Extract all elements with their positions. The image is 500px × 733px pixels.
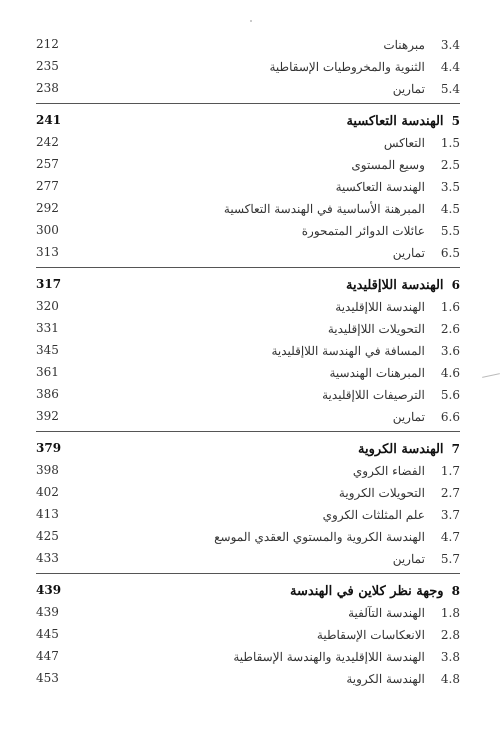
section-number: 3.6 [440, 344, 460, 358]
page-number: 361 [36, 365, 59, 379]
toc-entry [353, 460, 460, 481]
toc-entry [393, 406, 460, 427]
toc-row [36, 646, 460, 666]
section-number: 3.8 [440, 650, 460, 664]
section-title: المبرهنات الهندسية [329, 366, 425, 380]
chapter-number: 5 [451, 114, 460, 128]
chapter-divider [36, 431, 460, 432]
toc-entry [328, 318, 460, 339]
toc-entry [329, 362, 460, 383]
toc-row [36, 132, 460, 152]
section-number: 6.5 [440, 246, 460, 260]
toc-row [36, 242, 460, 262]
scan-mark [482, 373, 500, 378]
toc-entry [322, 384, 460, 405]
toc-entry [336, 176, 460, 197]
toc-row [36, 460, 460, 480]
section-number: 3.4 [440, 38, 460, 52]
page-number: 257 [36, 157, 59, 171]
page-number: 386 [36, 387, 59, 401]
page-number: 242 [36, 135, 59, 149]
page-number: 313 [36, 245, 59, 259]
toc-entry [384, 132, 460, 153]
chapter-entry [290, 580, 460, 602]
chapter-entry [358, 438, 460, 460]
toc-entry [302, 220, 460, 241]
toc-entry [393, 242, 460, 263]
section-title: تمارين [392, 82, 425, 96]
toc-entry [348, 602, 460, 623]
section-number: 5.7 [440, 552, 460, 566]
toc-row [36, 274, 460, 294]
chapter-divider [36, 267, 460, 268]
toc-row [36, 602, 460, 622]
toc-entry [335, 296, 460, 317]
toc-entry [393, 548, 460, 569]
section-title: التعاكس [383, 136, 425, 150]
page-number: 379 [36, 441, 62, 455]
toc-row [36, 78, 460, 98]
page-number: 345 [36, 343, 59, 357]
chapter-divider [36, 573, 460, 574]
page-number: 433 [36, 551, 59, 565]
chapter-entry [346, 274, 460, 296]
section-number: 1.8 [440, 606, 460, 620]
section-number: 1.7 [440, 464, 460, 478]
toc-row [36, 482, 460, 502]
toc-entry [323, 504, 460, 525]
chapter-title: الهندسة اللاإقليدية [346, 278, 444, 293]
toc-row [36, 526, 460, 546]
page-number: 392 [36, 409, 59, 423]
page-number: 235 [36, 59, 59, 73]
section-number: 4.5 [440, 202, 460, 216]
toc-row [36, 318, 460, 338]
section-title: التحويلات اللاإقليدية [327, 322, 425, 336]
section-title: المسافة في الهندسة اللاإقليدية [271, 344, 425, 358]
scan-mark [250, 20, 252, 22]
page-number: 425 [36, 529, 59, 543]
chapter-number: 6 [451, 278, 460, 292]
section-number: 3.5 [440, 180, 460, 194]
section-title: تمارين [392, 246, 425, 260]
section-number: 5.5 [440, 224, 460, 238]
section-number: 4.6 [440, 366, 460, 380]
toc-row [36, 668, 460, 688]
section-title: وسيع المستوى [351, 158, 425, 172]
section-title: التحويلات الكروية [338, 486, 425, 500]
section-title: تمارين [392, 410, 425, 424]
section-title: الهندسة الكروية والمستوي العقدي الموسع [214, 530, 425, 544]
toc-row [36, 220, 460, 240]
toc-row [36, 548, 460, 568]
section-title: الهندسة التآلفية [348, 606, 425, 620]
page-number: 317 [36, 277, 62, 291]
toc-row [36, 110, 460, 130]
toc-row [36, 438, 460, 458]
section-number: 5.6 [440, 388, 460, 402]
section-title: المبرهنة الأساسية في الهندسة التعاكسية [223, 202, 425, 216]
toc-row [36, 198, 460, 218]
chapter-number: 8 [451, 584, 460, 598]
section-title: الترصيفات اللاإقليدية [322, 388, 425, 402]
section-title: الهندسة الكروية [346, 672, 425, 686]
section-title: الانعكاسات الإسقاطية [316, 628, 425, 642]
page-number: 238 [36, 81, 59, 95]
page-number: 447 [36, 649, 59, 663]
toc-row [36, 34, 460, 54]
toc-entry [269, 56, 460, 77]
page-number: 292 [36, 201, 59, 215]
page-number: 402 [36, 485, 59, 499]
toc-row [36, 56, 460, 76]
toc-row [36, 504, 460, 524]
toc-entry [346, 668, 460, 689]
section-title: الثنوية والمخروطيات الإسقاطية [269, 60, 425, 74]
page-number: 277 [36, 179, 59, 193]
section-number: 5.4 [440, 82, 460, 96]
toc-row [36, 624, 460, 644]
page-number: 445 [36, 627, 59, 641]
page-number: 241 [36, 113, 62, 127]
page-number: 320 [36, 299, 59, 313]
section-number: 1.6 [440, 300, 460, 314]
toc-row [36, 176, 460, 196]
chapter-entry [346, 110, 460, 132]
toc-row [36, 580, 460, 600]
page-number: 331 [36, 321, 59, 335]
section-title: الهندسة اللاإقليدية والهندسة الإسقاطية [233, 650, 425, 664]
page-number: 413 [36, 507, 59, 521]
chapter-title: وجهة نظر كلاين في الهندسة [290, 584, 444, 599]
chapter-title: الهندسة الكروية [358, 442, 444, 457]
page-number: 439 [36, 583, 62, 597]
page-number: 439 [36, 605, 59, 619]
toc-entry [224, 198, 460, 219]
toc-row [36, 362, 460, 382]
section-title: مبرهنات [383, 38, 425, 52]
page-number: 398 [36, 463, 59, 477]
toc-row [36, 406, 460, 426]
toc-row [36, 340, 460, 360]
toc-row [36, 296, 460, 316]
toc-row [36, 154, 460, 174]
section-number: 2.7 [440, 486, 460, 500]
page-number: 212 [36, 37, 59, 51]
section-number: 2.8 [440, 628, 460, 642]
section-title: عائلات الدوائر المتمحورة [301, 224, 425, 238]
toc-entry [339, 482, 460, 503]
toc-entry [393, 78, 460, 99]
toc-entry [351, 154, 460, 175]
section-number: 4.4 [440, 60, 460, 74]
page-number: 300 [36, 223, 59, 237]
toc-entry [317, 624, 460, 645]
chapter-divider [36, 103, 460, 104]
section-number: 1.5 [440, 136, 460, 150]
page-number: 453 [36, 671, 59, 685]
section-number: 4.8 [440, 672, 460, 686]
toc-entry [233, 646, 460, 667]
section-title: تمارين [392, 552, 425, 566]
toc-entry [271, 340, 460, 361]
section-title: الهندسة اللاإقليدية [335, 300, 425, 314]
section-number: 2.6 [440, 322, 460, 336]
section-title: علم المثلثات الكروي [322, 508, 425, 522]
chapter-title: الهندسة التعاكسية [346, 114, 444, 129]
toc-entry [214, 526, 460, 547]
chapter-number: 7 [451, 442, 460, 456]
section-title: الهندسة التعاكسية [335, 180, 425, 194]
section-number: 6.6 [440, 410, 460, 424]
section-number: 3.7 [440, 508, 460, 522]
toc-row [36, 384, 460, 404]
toc-entry [383, 34, 460, 55]
section-title: الفضاء الكروي [352, 464, 425, 478]
section-number: 2.5 [440, 158, 460, 172]
section-number: 4.7 [440, 530, 460, 544]
